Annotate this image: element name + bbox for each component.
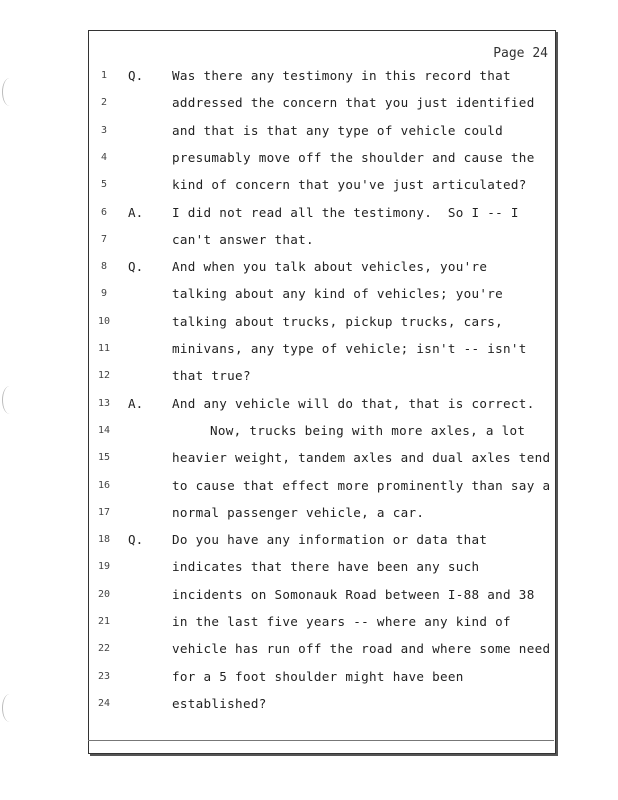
line-number: 20 xyxy=(97,588,111,600)
line-text: established? xyxy=(172,695,267,711)
transcript-line xyxy=(0,417,618,444)
line-number: 14 xyxy=(97,424,111,436)
transcript-line xyxy=(0,553,618,580)
line-number: 9 xyxy=(100,288,108,300)
line-text: kind of concern that you've just articulated? xyxy=(172,177,527,193)
line-number: 4 xyxy=(100,151,108,163)
transcript-line xyxy=(0,226,618,253)
transcript-line xyxy=(0,581,618,608)
line-text: that true? xyxy=(172,368,251,384)
transcript-line xyxy=(0,335,618,362)
line-text: and that is that any type of vehicle could xyxy=(172,122,504,138)
line-text: Now, trucks being with more axles, a lot xyxy=(210,422,526,438)
transcript-line xyxy=(0,62,618,89)
line-text: talking about trucks, pickup trucks, cars, xyxy=(172,313,504,329)
transcript-line xyxy=(0,472,618,499)
line-text: to cause that effect more prominently than say a xyxy=(172,477,551,493)
line-text: presumably move off the shoulder and cause the xyxy=(172,149,535,165)
line-number: 11 xyxy=(97,343,111,354)
transcript-line xyxy=(0,663,618,690)
line-text: indicates that there have been any such xyxy=(172,559,480,575)
line-number: 13 xyxy=(97,397,111,409)
speaker-label: Q. xyxy=(128,68,144,83)
transcript-line xyxy=(0,390,618,417)
line-number: 10 xyxy=(97,315,111,327)
line-text: Was there any testimony in this record that xyxy=(172,68,511,83)
line-number: 1 xyxy=(100,70,108,81)
transcript-line xyxy=(0,608,618,635)
line-text: minivans, any type of vehicle; isn't -- isn't xyxy=(172,341,527,356)
line-number: 24 xyxy=(97,697,111,709)
transcript-line xyxy=(0,362,618,389)
line-number: 8 xyxy=(100,261,108,273)
line-number: 22 xyxy=(97,643,111,655)
transcript-line xyxy=(0,144,618,171)
line-number: 12 xyxy=(97,370,111,382)
transcript-line xyxy=(0,308,618,335)
speaker-label: A. xyxy=(128,395,144,411)
line-number: 7 xyxy=(100,233,108,245)
transcript-line xyxy=(0,499,618,526)
speaker-label: Q. xyxy=(128,532,144,548)
line-text: And when you talk about vehicles, you're xyxy=(172,259,488,275)
line-text: I did not read all the testimony. So I -- I xyxy=(172,204,519,220)
transcript-line xyxy=(0,253,618,280)
transcript-line xyxy=(0,444,618,471)
speaker-label: A. xyxy=(128,204,144,220)
line-number: 5 xyxy=(100,179,108,191)
line-text: can't answer that. xyxy=(172,231,314,247)
transcript-line xyxy=(0,89,618,116)
line-text: vehicle has run off the road and where some need xyxy=(172,641,551,657)
line-number: 15 xyxy=(97,452,111,464)
line-number: 19 xyxy=(97,561,111,573)
line-number: 23 xyxy=(97,670,111,682)
line-text: talking about any kind of vehicles; you're xyxy=(172,286,504,302)
line-number: 6 xyxy=(100,206,108,218)
speaker-label: Q. xyxy=(128,259,144,275)
line-number: 18 xyxy=(97,534,111,546)
line-text: And any vehicle will do that, that is correct. xyxy=(172,395,535,411)
transcript-line xyxy=(0,199,618,226)
line-text: addressed the concern that you just identified xyxy=(172,95,535,111)
transcript-line xyxy=(0,526,618,553)
transcript-line xyxy=(0,280,618,307)
line-text: in the last five years -- where any kind of xyxy=(172,614,511,629)
transcript-line xyxy=(0,635,618,662)
line-number: 3 xyxy=(100,124,108,136)
line-text: for a 5 foot shoulder might have been xyxy=(172,668,464,684)
line-number: 2 xyxy=(100,97,108,109)
line-text: Do you have any information or data that xyxy=(172,532,488,548)
transcript-line xyxy=(0,117,618,144)
page-number: Page 24 xyxy=(493,46,548,61)
line-number: 17 xyxy=(97,506,111,518)
line-number: 16 xyxy=(97,479,111,491)
line-text: incidents on Somonauk Road between I-88 and 38 xyxy=(172,586,535,602)
line-text: normal passenger vehicle, a car. xyxy=(172,504,425,520)
transcript-line xyxy=(0,171,618,198)
line-number: 21 xyxy=(97,616,111,627)
transcript-line xyxy=(0,690,618,717)
line-text: heavier weight, tandem axles and dual axles tend xyxy=(172,450,551,466)
